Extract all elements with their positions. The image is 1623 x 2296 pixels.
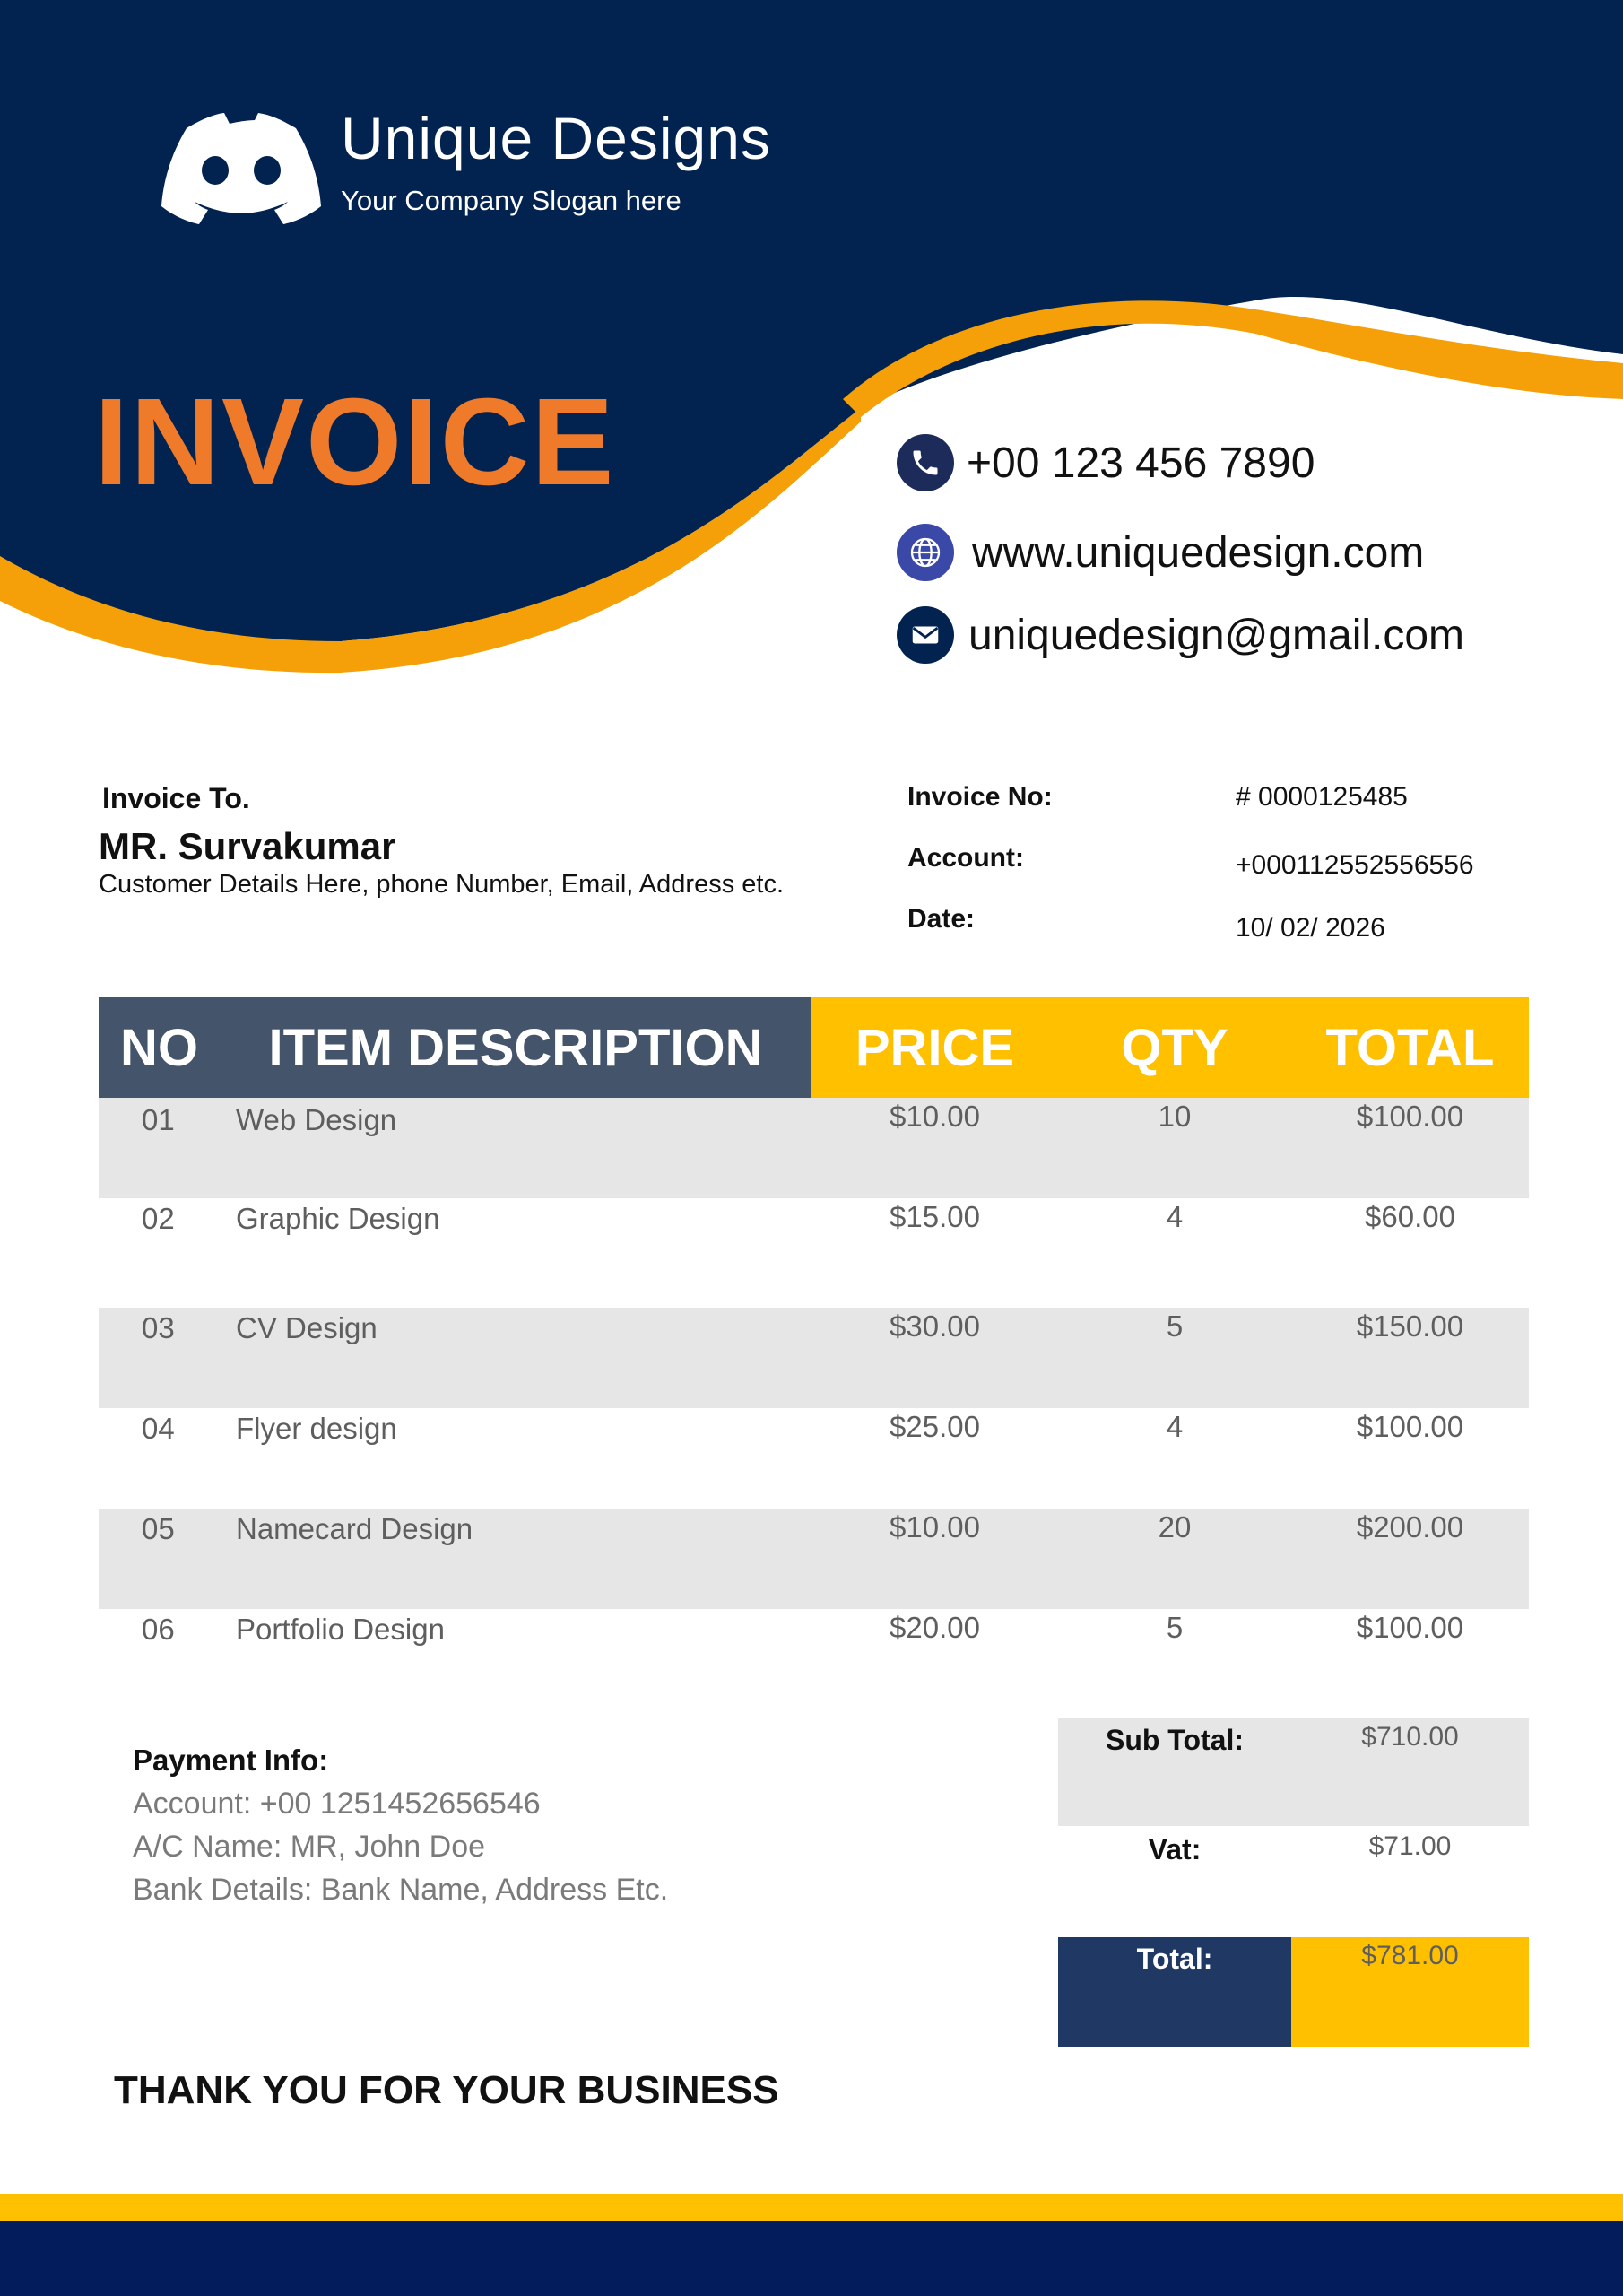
row-description: CV Design (236, 1311, 378, 1344)
row-qty: 10 (1158, 1100, 1192, 1133)
vat-value: $71.00 (1368, 1831, 1452, 1861)
row-total: $100.00 (1356, 1410, 1464, 1443)
phone-icon (897, 434, 954, 491)
website-link[interactable]: www.uniquedesign.com (972, 528, 1425, 577)
row-description: Namecard Design (236, 1512, 473, 1545)
date-label: Date: (907, 904, 976, 934)
row-qty: 4 (1166, 1410, 1184, 1443)
globe-icon (897, 524, 954, 581)
row-price: $30.00 (890, 1309, 980, 1343)
header-wave-background (0, 0, 1623, 700)
vat-label: Vat: (1148, 1833, 1202, 1866)
payment-info-title: Payment Info: (133, 1744, 329, 1777)
total-label: Total: (1136, 1943, 1213, 1975)
row-description: Web Design (236, 1103, 397, 1136)
company-slogan: Your Company Slogan here (341, 185, 681, 216)
row-no: 04 (142, 1412, 175, 1445)
payment-bank: Bank Details: Bank Name, Address Etc. (133, 1873, 669, 1907)
header-total: TOTAL (1291, 997, 1529, 1098)
row-total: $100.00 (1356, 1100, 1464, 1133)
footer-yellow-bar (0, 2194, 1623, 2221)
mail-icon (897, 606, 954, 664)
invoice-title: INVOICE (94, 373, 616, 511)
discord-logo-icon (160, 106, 323, 224)
account-label: Account: (907, 843, 1024, 873)
row-no: 02 (142, 1202, 175, 1235)
payment-ac-name: A/C Name: MR, John Doe (133, 1830, 486, 1864)
footer-navy-bar (0, 2221, 1623, 2296)
row-no: 05 (142, 1512, 175, 1545)
header-no: NO (99, 997, 220, 1098)
row-description: Graphic Design (236, 1202, 440, 1235)
row-description: Portfolio Design (236, 1613, 445, 1646)
company-logo (160, 106, 323, 224)
row-no: 06 (142, 1613, 175, 1646)
row-price: $10.00 (890, 1100, 980, 1133)
row-description: Flyer design (236, 1412, 397, 1445)
row-total: $200.00 (1356, 1510, 1464, 1544)
payment-account: Account: +00 1251452656546 (133, 1787, 541, 1821)
row-qty: 5 (1166, 1309, 1184, 1343)
header-description: ITEM DESCRIPTION (220, 997, 812, 1098)
row-no: 03 (142, 1311, 175, 1344)
row-price: $10.00 (890, 1510, 980, 1544)
row-total: $150.00 (1356, 1309, 1464, 1343)
row-qty: 5 (1166, 1611, 1184, 1644)
company-name: Unique Designs (341, 105, 771, 171)
subtotal-label: Sub Total: (1105, 1724, 1245, 1756)
invoice-to-label: Invoice To. (102, 782, 250, 814)
phone-number[interactable]: +00 123 456 7890 (967, 439, 1315, 487)
row-price: $15.00 (890, 1200, 980, 1233)
email-link[interactable]: uniquedesign@gmail.com (968, 611, 1465, 659)
row-total: $100.00 (1356, 1611, 1464, 1644)
row-qty: 20 (1158, 1510, 1192, 1544)
row-price: $20.00 (890, 1611, 980, 1644)
row-price: $25.00 (890, 1410, 980, 1443)
contact-email (897, 606, 1464, 664)
customer-name: MR. Survakumar (99, 825, 396, 867)
contact-website (897, 524, 1424, 581)
thank-you-message: THANK YOU FOR YOUR BUSINESS (114, 2068, 779, 2112)
header-qty: QTY (1058, 997, 1291, 1098)
date-value: 10/ 02/ 2026 (1236, 913, 1385, 943)
row-total: $60.00 (1365, 1200, 1455, 1233)
contact-phone (897, 434, 1315, 491)
total-value: $781.00 (1361, 1941, 1459, 1970)
invoice-no-label: Invoice No: (907, 782, 1053, 812)
row-qty: 4 (1166, 1200, 1184, 1233)
header-price: PRICE (812, 997, 1058, 1098)
row-no: 01 (142, 1103, 175, 1136)
subtotal-value: $710.00 (1361, 1722, 1459, 1752)
invoice-no-value: # 0000125485 (1236, 782, 1408, 812)
account-value: +000112552556556 (1236, 850, 1474, 880)
customer-details: Customer Details Here, phone Number, Email, Address etc. (99, 870, 784, 899)
